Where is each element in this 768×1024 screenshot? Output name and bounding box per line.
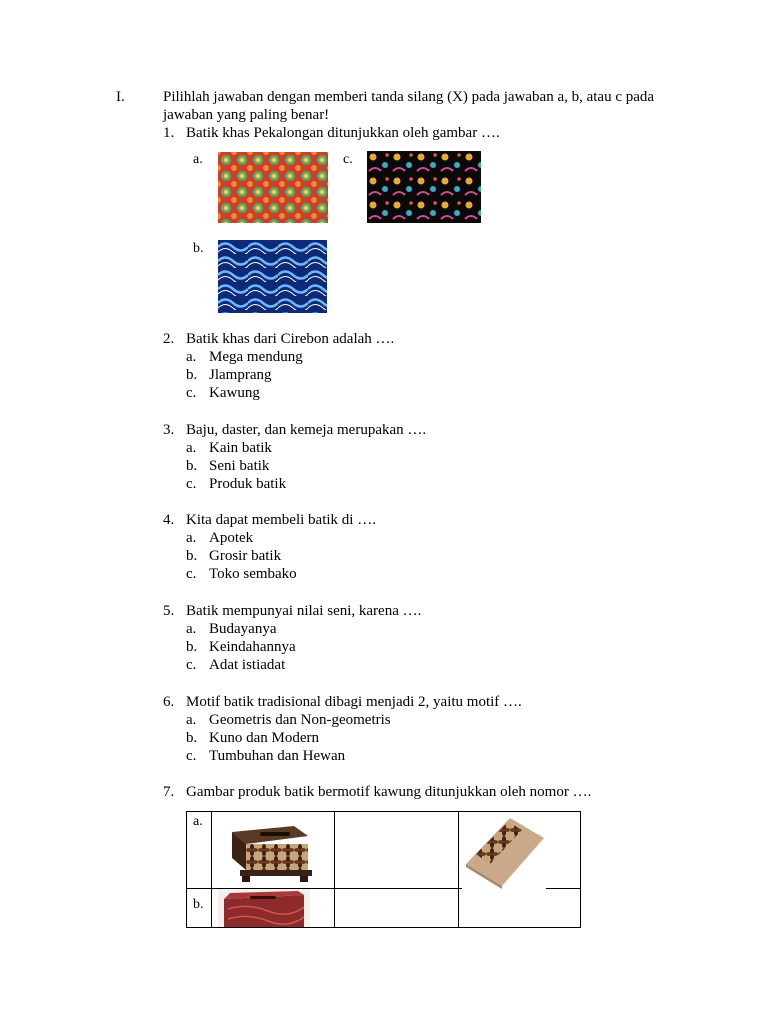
option-letter: a. [186, 621, 197, 637]
question-number: 3. [163, 422, 175, 438]
option-text: Keindahannya [209, 639, 296, 655]
option-text: Jlamprang [209, 367, 272, 383]
question-number: 6. [163, 694, 175, 710]
option-letter: c. [186, 566, 197, 582]
option-label-b: b. [193, 897, 204, 912]
question-text: Gambar produk batik bermotif kawung ditunjukkan oleh nomor …. [186, 784, 592, 800]
option-text: Grosir batik [209, 548, 282, 564]
row-label-cell [187, 889, 212, 928]
question-text: Kita dapat membeli batik di …. [186, 512, 376, 528]
option-label-a: a. [193, 814, 203, 829]
option-text: Toko sembako [209, 566, 297, 582]
question-text: Batik khas dari Cirebon adalah …. [186, 331, 395, 347]
option-text: Geometris dan Non-geometris [209, 712, 391, 728]
question-number: 7. [163, 784, 175, 800]
option-text: Tumbuhan dan Hewan [209, 748, 346, 764]
section-instruction: Pilihlah jawaban dengan memberi tanda silang (X) pada jawaban a, b, atau c pada jawaban yang paling benar! [163, 89, 655, 123]
question-number: 4. [163, 512, 175, 528]
option-letter: c. [186, 657, 197, 673]
batik-image-b[interactable] [218, 240, 327, 313]
option-label-a: a. [193, 152, 203, 167]
option-letter: a. [186, 349, 197, 365]
option-text: Adat istiadat [209, 657, 286, 673]
option-letter: b. [186, 639, 198, 655]
option-letter: a. [186, 712, 197, 728]
question-text: Batik khas Pekalongan ditunjukkan oleh gambar …. [186, 125, 500, 141]
empty-cell [459, 889, 581, 928]
option-letter: c. [186, 748, 197, 764]
tissue-box-image-b [218, 889, 310, 927]
empty-cell [335, 889, 459, 928]
option-label-c: c. [343, 152, 353, 167]
option-letter: b. [186, 548, 198, 564]
batik-image-c[interactable] [367, 151, 481, 223]
question-text: Baju, daster, dan kemeja merupakan …. [186, 422, 427, 438]
option-text: Kawung [209, 385, 260, 401]
option-text: Produk batik [209, 476, 287, 492]
row-label-cell [187, 812, 212, 889]
tissue-box-image-a [222, 820, 314, 882]
batik-image-a[interactable] [218, 152, 328, 223]
section-number: I. [116, 89, 125, 105]
option-text: Mega mendung [209, 349, 303, 365]
image-cell-a[interactable] [212, 812, 335, 889]
option-letter: b. [186, 730, 198, 746]
option-text: Apotek [209, 530, 254, 546]
question-text: Motif batik tradisional dibagi menjadi 2, yaitu motif …. [186, 694, 522, 710]
option-label-b: b. [193, 241, 204, 256]
option-letter: b. [186, 458, 198, 474]
option-text: Kain batik [209, 440, 272, 456]
option-letter: c. [186, 385, 197, 401]
batik-cloth-image-c[interactable] [462, 812, 546, 890]
option-text: Seni batik [209, 458, 270, 474]
question-number: 5. [163, 603, 175, 619]
option-text: Budayanya [209, 621, 277, 637]
question-number: 1. [163, 125, 175, 141]
question-text: Batik mempunyai nilai seni, karena …. [186, 603, 422, 619]
option-letter: a. [186, 530, 197, 546]
option-letter: c. [186, 476, 197, 492]
option-letter: b. [186, 367, 198, 383]
question-number: 2. [163, 331, 175, 347]
empty-cell [335, 812, 459, 889]
option-letter: a. [186, 440, 197, 456]
image-cell-b[interactable] [212, 889, 335, 928]
option-text: Kuno dan Modern [209, 730, 319, 746]
